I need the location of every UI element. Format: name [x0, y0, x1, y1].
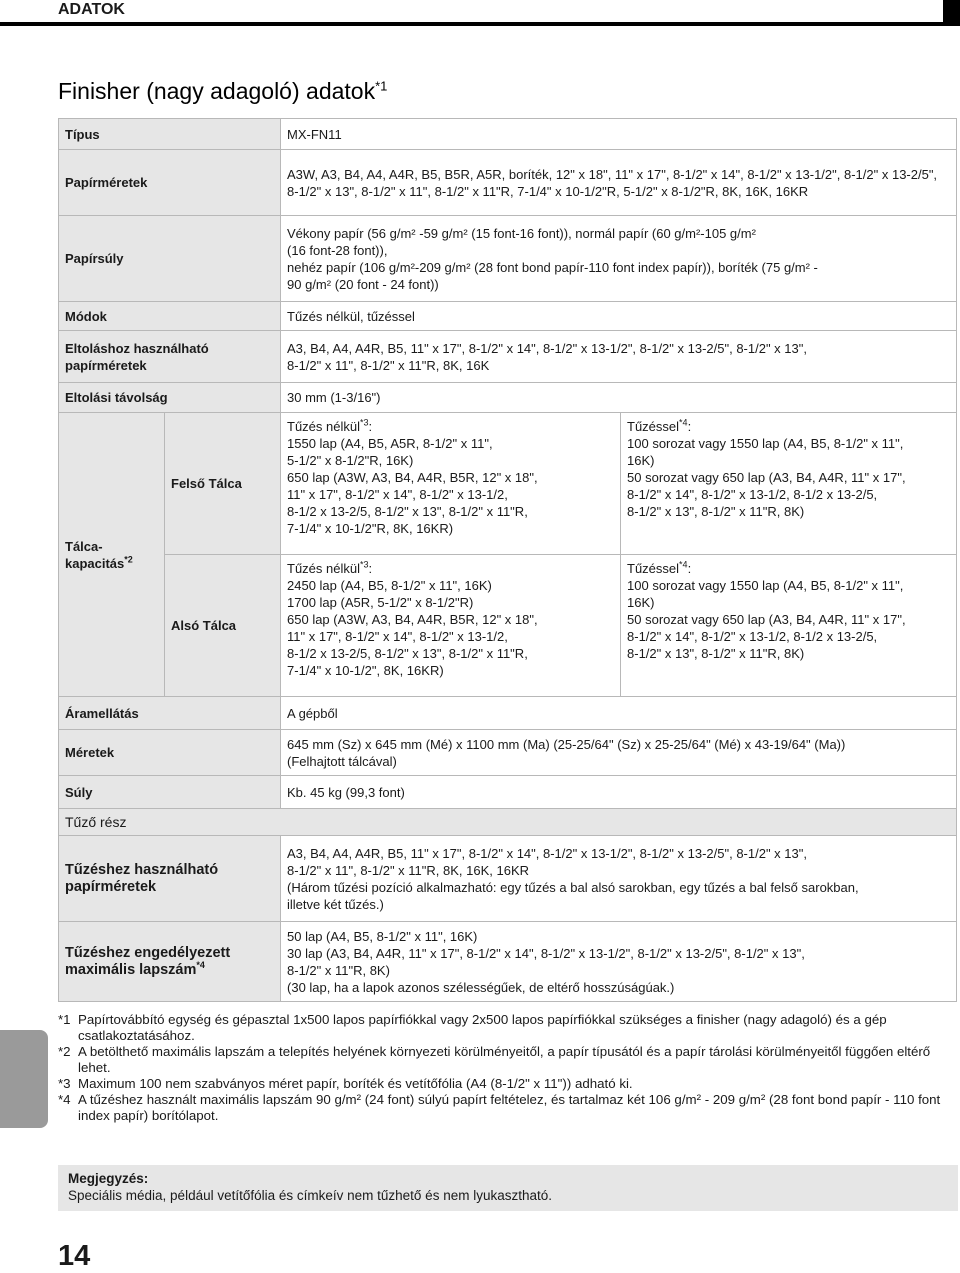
- table-row: [59, 413, 957, 555]
- felso-talca-tuzes-nelkul: [281, 413, 621, 555]
- felso-nelkul-text: 1550 lap (A4, B5, A5R, 8-1/2" x 11", 5-1/2" x 8-1/2"R, 16K) 650 lap (A3W, A3, B4, A4R, B5R, 12" x 18", 11" x 17", 8-1/2" x 14", 8-1/2" x 13-1/2, 8-1/2 x 13-2/5, 8-1/2" x 13", 8-1/2" x 11"R, 7-1/4" x 10-1/2"R, 8K, 16KR): [287, 436, 538, 536]
- page-title: [58, 78, 387, 105]
- footnote-text: A betölthető maximális lapszám a telepítés helyének környezeti körülményeitől, a papír típusától és a papír tárolási körülményeitől függően eltérő lehet.: [78, 1044, 931, 1075]
- also-vel-text: 100 sorozat vagy 1550 lap (A4, B5, 8-1/2" x 11", 16K) 50 sorozat vagy 650 lap (A3, B4, A4R, 11" x 17", 8-1/2" x 14", 8-1/2" x 13-1/2, 8-1/2 x 13-2/5, 8-1/2" x 13", 8-1/2" x 11"R, 8K): [627, 578, 906, 661]
- row-label-tipus: Típus: [59, 119, 281, 150]
- row-label-aramellatas: Áramellátás: [59, 697, 281, 730]
- also-nelkul-text: 2450 lap (A4, B5, 8-1/2" x 11", 16K) 1700 lap (A5R, 5-1/2" x 8-1/2"R) 650 lap (A3W, A3, B4, A4R, B5R, 12" x 18", 11" x 17", 8-1/2" x 14", 8-1/2" x 13-1/2, 8-1/2 x 13-2/5, 8-1/2" x 13", 8-1/2" x 11"R, 7-1/4" x 10-1/2", 8K, 16KR): [287, 578, 538, 678]
- row-label-talcakapacitas: [59, 413, 165, 697]
- page-title-text: Finisher (nagy adagoló) adatok: [58, 78, 376, 104]
- felso-vel-heading-text: Tűzéssel: [627, 419, 680, 434]
- row-label-eltolashoz: Eltoláshoz használható papírméretek: [59, 331, 281, 383]
- row-label-felso-talca: Felső Tálca: [165, 413, 281, 555]
- row-value-papirsuly: Vékony papír (56 g/m² -59 g/m² (15 font-16 font)), normál papír (60 g/m²-105 g/m² (16 font-28 font)), nehéz papír (106 g/m²-209 g/m² (28 font bond papír-110 font index papír)), boríték (75 g/m² - 90 g/m² (20 font - 24 font)): [281, 216, 957, 302]
- row-value-meretek: 645 mm (Sz) x 645 mm (Mé) x 1100 mm (Ma) (25-25/64" (Sz) x 25-25/64" (Mé) x 43-19/64" (Ma)) (Felhajtott tálcával): [281, 730, 957, 776]
- row-label-tuzo-resz: Tűző rész: [59, 809, 957, 836]
- row-label-also-talca: Alsó Tálca: [165, 555, 281, 697]
- row-value-eltolasi-tavolsag: 30 mm (1-3/16"): [281, 383, 957, 413]
- felso-nelkul-heading-text: Tűzés nélkül: [287, 419, 360, 434]
- page-number: 14: [58, 1240, 91, 1272]
- footnote-item: [58, 1092, 958, 1124]
- row-value-eltolashoz: A3, B4, A4, A4R, B5, 11" x 17", 8-1/2" x 14", 8-1/2" x 13-1/2", 8-1/2" x 13-2/5", 8-1/2" x 13", 8-1/2" x 11", 8-1/2" x 11"R, 8K, 16K: [281, 331, 957, 383]
- footnote-mark: *1: [58, 1012, 71, 1027]
- felso-vel-text: 100 sorozat vagy 1550 lap (A4, B5, 8-1/2" x 11", 16K) 50 sorozat vagy 650 lap (A3, B4, A4R, 11" x 17", 8-1/2" x 14", 8-1/2" x 13-1/2, 8-1/2 x 13-2/5, 8-1/2" x 13", 8-1/2" x 11"R, 8K): [627, 436, 906, 519]
- note-title: Megjegyzés:: [68, 1171, 149, 1186]
- spec-table: [58, 118, 957, 1002]
- row-value-aramellatas: A gépből: [281, 697, 957, 730]
- table-row: [59, 776, 957, 809]
- header-tab-marker: [943, 0, 960, 22]
- table-row: [59, 697, 957, 730]
- table-row: [59, 383, 957, 413]
- also-nelkul-heading-text: Tűzés nélkül: [287, 561, 360, 576]
- table-row: [59, 836, 957, 922]
- tuzeshez-max-footnote-mark: *4: [196, 959, 205, 970]
- table-row: [59, 216, 957, 302]
- section-label: ADATOK: [58, 1, 125, 18]
- felso-talca-tuzessel: [621, 413, 957, 555]
- table-row: [59, 730, 957, 776]
- row-value-tuzeshez-max: 50 lap (A4, B5, 8-1/2" x 11", 16K) 30 lap (A3, B4, A4R, 11" x 17", 8-1/2" x 14", 8-1/2" x 13-1/2", 8-1/2" x 13-2/5", 8-1/2" x 13", 8-1/2" x 11"R, 8K) (30 lap, ha a lapok azonos szélességűek, de eltérő hosszúságúak.): [281, 922, 957, 1002]
- row-label-papirsuly: Papírsúly: [59, 216, 281, 302]
- footnotes: [58, 1012, 958, 1124]
- footnote-item: [58, 1044, 958, 1076]
- talcakapacitas-label-text: Tálca- kapacitás: [65, 538, 125, 571]
- row-label-suly: Súly: [59, 776, 281, 809]
- footnote-text: Papírtovábbító egység és gépasztal 1x500 lapos papírfiókkal vagy 2x500 lapos papírfiókkal szükséges a finisher (nagy adagoló) és a gép csatlakoztatásához.: [78, 1012, 887, 1043]
- table-row: [59, 331, 957, 383]
- row-label-tuzeshez-meretek: Tűzéshez használható papírméretek: [59, 836, 281, 922]
- talcakapacitas-footnote-mark: *2: [124, 554, 133, 565]
- also-talca-tuzes-nelkul: [281, 555, 621, 697]
- table-row: [59, 809, 957, 836]
- row-label-modok: Módok: [59, 302, 281, 331]
- felso-vel-footnote-mark: *4: [679, 417, 688, 428]
- side-thumb-tab: [0, 1030, 48, 1128]
- table-row: [59, 302, 957, 331]
- footnote-mark: *3: [58, 1076, 71, 1091]
- footnote-text: Maximum 100 nem szabványos méret papír, boríték és vetítőfólia (A4 (8-1/2" x 11")) adható ki.: [78, 1076, 633, 1091]
- also-nelkul-footnote-mark: *3: [360, 559, 369, 570]
- table-row: [59, 119, 957, 150]
- felso-nelkul-footnote-mark: *3: [360, 417, 369, 428]
- felso-vel-heading: Tűzéssel$^{*4}$:: [627, 417, 692, 434]
- row-value-tipus: MX-FN11: [281, 119, 957, 150]
- note-box: [58, 1165, 958, 1211]
- row-label-papirmeretek: Papírméretek: [59, 150, 281, 216]
- also-nelkul-heading: Tűzés nélkül$^{*3}$:: [287, 559, 373, 576]
- row-value-suly: Kb. 45 kg (99,3 font): [281, 776, 957, 809]
- also-talca-tuzessel: [621, 555, 957, 697]
- row-value-modok: Tűzés nélkül, tűzéssel: [281, 302, 957, 331]
- row-label-meretek: Méretek: [59, 730, 281, 776]
- footnote-item: [58, 1076, 958, 1092]
- note-text: Speciális média, például vetítőfólia és címkeív nem tűzhető és nem lyukasztható.: [68, 1188, 552, 1203]
- footnote-text: A tűzéshez használt maximális lapszám 90 g/m² (24 font) súlyú papírt feltételez, és tartalmaz két 106 g/m² - 209 g/m² (28 font bond papír - 110 font index papír) borítólapot.: [78, 1092, 941, 1123]
- footnote-mark: *2: [58, 1044, 71, 1059]
- also-vel-heading-text: Tűzéssel: [627, 561, 680, 576]
- footnote-item: [58, 1012, 958, 1044]
- row-label-tuzeshez-max: [59, 922, 281, 1002]
- row-label-eltolasi-tavolsag: Eltolási távolság: [59, 383, 281, 413]
- tuzeshez-max-label-text: Tűzéshez engedélyezett maximális lapszám: [65, 944, 231, 978]
- table-row: [59, 922, 957, 1002]
- page-title-footnote-mark: *1: [375, 78, 388, 94]
- table-row: [59, 150, 957, 216]
- also-vel-heading: Tűzéssel$^{*4}$:: [627, 559, 692, 576]
- felso-nelkul-heading: Tűzés nélkül$^{*3}$:: [287, 417, 373, 434]
- header-bar: [0, 0, 960, 26]
- row-value-papirmeretek: A3W, A3, B4, A4, A4R, B5, B5R, A5R, boríték, 12" x 18", 11" x 17", 8-1/2" x 14", 8-1/2" x 13-1/2", 8-1/2" x 13-2/5", 8-1/2" x 13", 8-1/2" x 11", 8-1/2" x 11"R, 7-1/4" x 10-1/2"R, 5-1/2" x 8-1/2"R, 8K, 16K, 16KR: [281, 150, 957, 216]
- row-value-tuzeshez-meretek: A3, B4, A4, A4R, B5, 11" x 17", 8-1/2" x 14", 8-1/2" x 13-1/2", 8-1/2" x 13-2/5", 8-1/2" x 13", 8-1/2" x 11", 8-1/2" x 11"R, 8K, 16K, 16KR (Három tűzési pozíció alkalmazható: egy tűzés a bal alsó sarokban, egy tűzés a bal felső sarokban, illetve két tűzés.): [281, 836, 957, 922]
- footnote-mark: *4: [58, 1092, 71, 1107]
- table-row: [59, 555, 957, 697]
- also-vel-footnote-mark: *4: [679, 559, 688, 570]
